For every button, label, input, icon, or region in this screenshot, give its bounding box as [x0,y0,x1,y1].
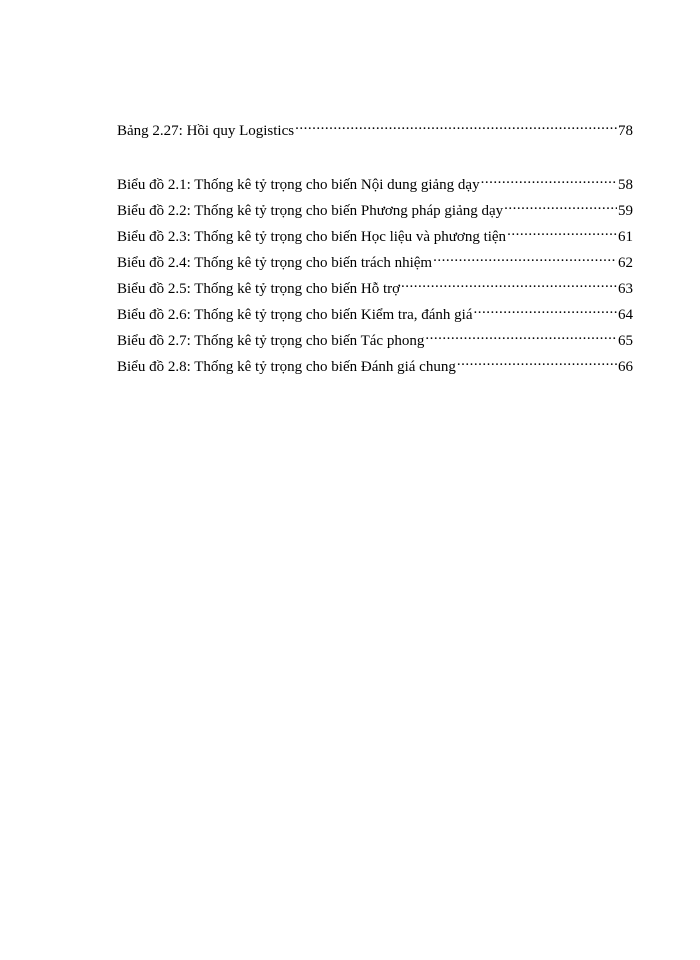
toc-entry-label: Biểu đồ 2.6: Thống kê tỷ trọng cho biến Kiểm tra, đánh giá [117,307,473,323]
dot-leader [433,247,617,267]
toc-entry-label: Biểu đồ 2.7: Thống kê tỷ trọng cho biến Tác phong [117,333,425,349]
toc-entry-chart-2-7[interactable] [117,325,633,351]
toc-entry-page: 63 [618,281,633,297]
dot-leader [481,169,617,189]
toc-entry-page: 65 [618,333,633,349]
toc-entry-table-2-27[interactable] [117,115,633,141]
toc-entry-page: 61 [618,229,633,245]
table-of-contents [117,115,633,377]
toc-entry-page: 66 [618,359,633,375]
toc-entry-label: Biểu đồ 2.8: Thống kê tỷ trọng cho biến Đánh giá chung [117,359,456,375]
toc-entry-chart-2-4[interactable] [117,247,633,273]
toc-entry-label: Biểu đồ 2.1: Thống kê tỷ trọng cho biến Nội dung giảng dạy [117,177,480,193]
toc-entry-page: 78 [618,123,633,139]
toc-entry-label: Biểu đồ 2.5: Thống kê tỷ trọng cho biến Hỗ trợ [117,281,401,297]
toc-entry-chart-2-1[interactable] [117,169,633,195]
toc-entry-label: Bảng 2.27: Hồi quy Logistics [117,123,295,139]
toc-entry-page: 59 [618,203,633,219]
toc-entry-label: Biểu đồ 2.4: Thống kê tỷ trọng cho biến trách nhiệm [117,255,433,271]
toc-entry-label: Biểu đồ 2.3: Thống kê tỷ trọng cho biến Học liệu và phương tiện [117,229,507,245]
toc-entry-chart-2-5[interactable] [117,273,633,299]
toc-entry-label: Biểu đồ 2.2: Thống kê tỷ trọng cho biến Phương pháp giảng dạy [117,203,504,219]
section-gap [117,141,633,169]
dot-leader [504,195,617,215]
toc-entry-page: 62 [618,255,633,271]
toc-entry-chart-2-2[interactable] [117,195,633,221]
dot-leader [507,221,617,241]
dot-leader [425,325,617,345]
dot-leader [457,351,617,371]
toc-entry-chart-2-6[interactable] [117,299,633,325]
dot-leader [401,273,617,293]
toc-entry-page: 58 [618,177,633,193]
toc-entry-chart-2-3[interactable] [117,221,633,247]
toc-entry-chart-2-8[interactable] [117,351,633,377]
toc-entry-page: 64 [618,307,633,323]
dot-leader [474,299,618,319]
dot-leader [295,115,617,135]
